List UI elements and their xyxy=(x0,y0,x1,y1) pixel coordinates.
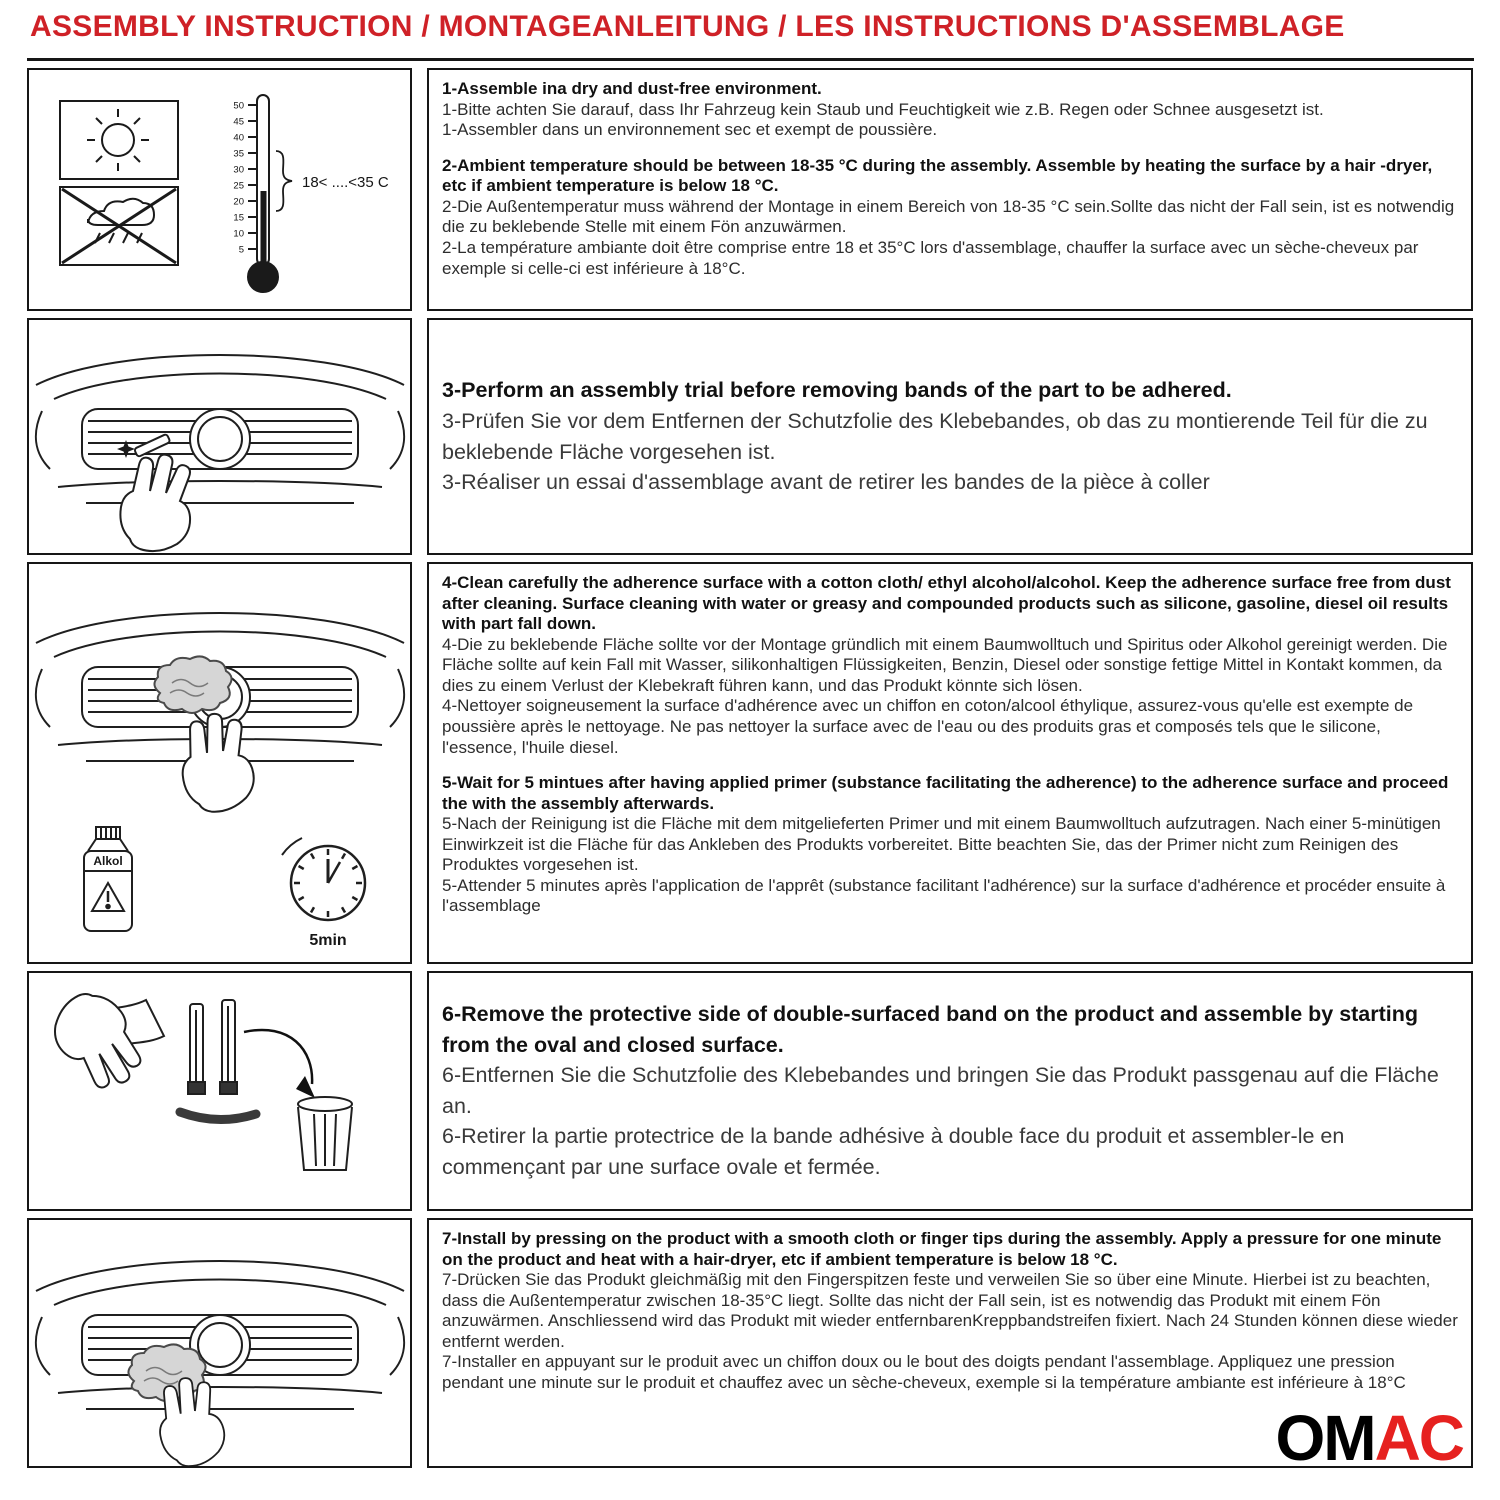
scale-tick-label: 10 xyxy=(232,228,244,239)
title-divider xyxy=(27,58,1474,61)
instruction-4-german: 4-Die zu beklebende Fläche sollte vor der Montage gründlich mit einem Baumwolltuch und Spiritus oder Alkohol gereinigt werden. Die Fläche sollte auf kein Fall mit Wasser, silikonhaltigen Flüssigkeiten, Benzin, Diesel oder sonstige fettige Mittel in Kontakt kommen, da dies zu einem Verlust der Klebekraft führen kann, und das Produkt könnte sich lösen. xyxy=(442,634,1448,695)
alcohol-bottle-icon xyxy=(84,827,132,931)
instruction-text-box-4 xyxy=(427,971,1473,1211)
sun-icon xyxy=(60,101,178,179)
surface-cleaning-illustration xyxy=(30,565,410,962)
illustration-box-band-removal xyxy=(27,971,412,1211)
illustration-box-trial xyxy=(27,318,412,555)
scale-tick-label: 50 xyxy=(232,100,244,111)
hand-icon xyxy=(169,707,260,818)
omac-logo xyxy=(1275,1402,1463,1468)
instruction-1-french: 1-Assembler dans un environnement sec et exempt de poussière. xyxy=(442,120,938,140)
instruction-section-6 xyxy=(442,999,1458,1182)
instruction-1-german: 1-Bitte achten Sie darauf, dass Ihr Fahrzeug kein Staub und Feuchtigkeit wie z.B. Regen oder Schnee ausgesetzt ist. xyxy=(442,99,1324,119)
page-title: ASSEMBLY INSTRUCTION / MONTAGEANLEITUNG / LES INSTRUCTIONS D'ASSEMBLAGE xyxy=(30,10,1345,43)
instruction-6-french: 6-Retirer la partie protectrice de la bande adhésive à double face du produit et assembler-le en commençant par une surface ovale et fermée. xyxy=(442,1124,1345,1179)
scale-tick-label: 45 xyxy=(232,116,244,127)
trash-bin-icon xyxy=(298,1097,352,1170)
instruction-6-heading: 6-Remove the protective side of double-surfaced band on the product and assemble by starting from the oval and closed surface. xyxy=(442,1002,1419,1057)
instruction-7-german: 7-Drücken Sie das Produkt gleichmäßig mit den Fingerspitzen feste und verweilen Sie so über eine Minute. Hierbei ist zu beachten, dass die Außentemperatur zwischen 18-35°C liegt. Sollte das nicht der Fall sein, ist es notwendig das Produkt mit einem Fön anzuwärmen. Anschliessend wird das Produkt mit wieder entfernbarenKreppbandstreifen fixiert. Nach 24 Stunden können diese wieder entfernt werden. xyxy=(442,1270,1458,1351)
press-install-illustration xyxy=(30,1221,410,1466)
instruction-6-german: 6-Entfernen Sie die Schutzfolie des Klebebandes und bringen Sie das Produkt passgenau auf die Fläche an. xyxy=(442,1063,1439,1118)
instruction-section-1 xyxy=(442,79,1458,141)
instruction-3-heading: 3-Perform an assembly trial before removing bands of the part to be adhered. xyxy=(442,378,1232,403)
instruction-2-heading: 2-Ambient temperature should be between 18-35 °C during the assembly. Assemble by heating the surface by a hair -dryer, etc if ambient temperature is below 18 °C. xyxy=(442,155,1433,196)
instruction-1-heading: 1-Assemble ina dry and dust-free environment. xyxy=(442,79,822,98)
temperature-range-label: 18< ....<35 C xyxy=(301,173,389,191)
scale-tick-label: 30 xyxy=(232,164,244,175)
instruction-section-7 xyxy=(442,1229,1458,1394)
instruction-text-box-1 xyxy=(427,68,1473,311)
instruction-5-heading: 5-Wait for 5 mintues after having applied primer (substance facilitating the adherence) to the adherence surface and proceed the with the assembly afterwards. xyxy=(442,773,1449,813)
instruction-5-french: 5-Attender 5 minutes après l'application de l'apprêt (substance facilitant l'adhérence) sur la surface d'adhérence et procéder ensuite à l'assemblage xyxy=(442,875,1446,916)
instruction-2-french: 2-La température ambiante doit être comprise entre 18 et 35°C lors d'assemblage, chauffer la surface avec un sèche-cheveux par exemple si celle-ci est inférieure à 18°C. xyxy=(442,237,1419,278)
instruction-section-5 xyxy=(442,773,1458,917)
instruction-5-german: 5-Nach der Reinigung ist die Fläche mit dem mitgelieferten Primer und mit einem Baumwolltuch aufzutragen. Nach einer 5-minütigen Einwirkzeit ist die Fläche für das Ankleben des Produkts vorbereitet. Bitte beachten Sie, das der Primer nicht zum Reinigen des Produktes vorgesehen ist. xyxy=(442,814,1441,875)
cleaning-cloth-icon xyxy=(154,656,231,713)
instruction-7-heading: 7-Install by pressing on the product with a smooth cloth or finger tips during the assembly. Apply a pressure for one minute on the product and heat with a hair-dryer, etc if ambient temperature is below 18 °C. xyxy=(442,1229,1442,1269)
thermometer-scale xyxy=(233,100,244,255)
illustration-box-cleaning xyxy=(27,562,412,964)
instruction-2-german: 2-Die Außentemperatur muss während der Montage in einem Bereich von 18-35 °C sein.Sollte das nicht der Fall sein, ist es notwendig die zu beklebende Stelle mit einem Fön anzuwärmen. xyxy=(442,196,1455,237)
instruction-text-box-5 xyxy=(427,1218,1473,1468)
instruction-4-french: 4-Nettoyer soigneusement la surface d'adhérence avec un chiffon en coton/alcool éthylique, assurez-vous qu'elle est exempte de poussière après le nettoyage. Ne pas nettoyer la surface avec de l'eau ou des produits gras et composés tels que le silicone, l'essence, l'huile diesel. xyxy=(442,696,1414,757)
instruction-section-2 xyxy=(442,156,1458,279)
instruction-3-german: 3-Prüfen Sie vor dem Entfernen der Schutzfolie des Klebebandes, ob das zu montierende Teil für die zu beklebende Fläche vorgesehen ist. xyxy=(442,408,1428,464)
instruction-3-french: 3-Réaliser un essai d'assemblage avant de retirer les bandes de la pièce à coller xyxy=(442,470,1210,495)
scale-tick-label: 5 xyxy=(238,244,244,255)
environment-temperature-illustration xyxy=(30,71,410,309)
timer-clock-icon xyxy=(282,838,365,920)
instruction-section-4 xyxy=(442,573,1458,758)
car-grille-drawing xyxy=(35,355,403,503)
alcohol-bottle-label: Alkol xyxy=(92,853,123,868)
omac-logo-red-part: AC xyxy=(1374,1402,1463,1468)
illustration-box-environment xyxy=(27,68,412,311)
scale-tick-label: 20 xyxy=(232,196,244,207)
illustration-box-pressing xyxy=(27,1218,412,1468)
assembly-trial-illustration xyxy=(30,321,410,553)
instruction-7-french: 7-Installer en appuyant sur le produit avec un chiffon doux ou le bout des doigts pendant l'assemblage. Appliquez une pression pendant une minute sur le produit et chauffez avec un sèche-cheveux, exemple si la température ambiante est inférieure à 18°C xyxy=(442,1352,1406,1392)
arrow-icon xyxy=(244,1029,315,1097)
no-rain-icon xyxy=(60,187,178,265)
scale-tick-label: 15 xyxy=(232,212,244,223)
protective-band-removal-illustration xyxy=(30,974,410,1209)
car-grille-drawing xyxy=(35,1261,403,1409)
scale-tick-label: 25 xyxy=(232,180,244,191)
product-part-drawing xyxy=(180,1112,256,1120)
thermometer-icon xyxy=(248,95,292,292)
adhesive-strips-icon xyxy=(188,1000,237,1094)
scale-tick-label: 40 xyxy=(232,132,244,143)
clock-duration-label: 5min xyxy=(308,931,347,949)
instruction-4-heading: 4-Clean carefully the adherence surface with a cotton cloth/ ethyl alcohol/alcohol. Keep the adherence surface free from dust after cleaning. Surface cleaning with water or greasy and compounded products such as silicone, gasoline, diesel oil results with part fall down. xyxy=(442,573,1451,634)
scale-tick-label: 35 xyxy=(232,148,244,159)
instruction-section-3 xyxy=(442,375,1458,497)
instruction-text-box-3 xyxy=(427,562,1473,964)
instruction-text-box-2 xyxy=(427,318,1473,555)
omac-logo-black-part: OM xyxy=(1275,1402,1375,1468)
